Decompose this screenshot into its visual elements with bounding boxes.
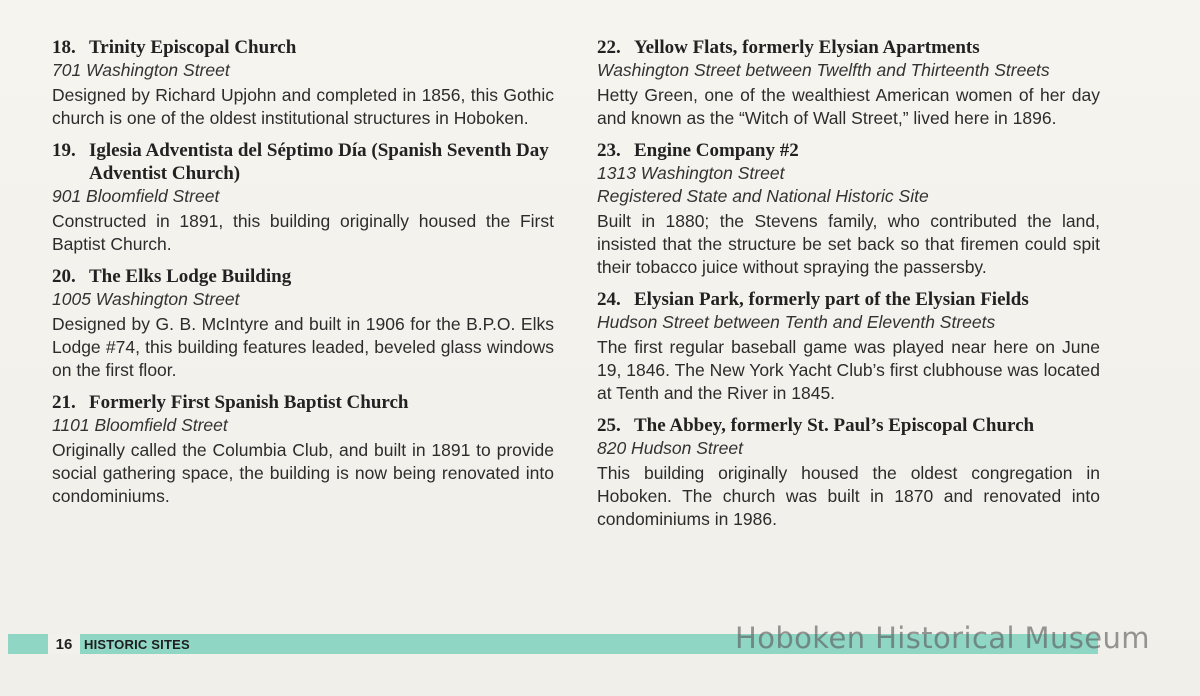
site-heading: [597, 288, 1100, 311]
site-address: 701 Washington Street: [52, 60, 230, 80]
site-description: Hetty Green, one of the wealthiest American women of her day and known as the “Witch of Wall Street,” lived here in 1896.: [597, 85, 1100, 128]
site-heading: [597, 36, 1100, 59]
site-address: 1005 Washington Street: [52, 289, 240, 309]
site-designation: Registered State and National Historic Site: [597, 186, 929, 206]
site-description: Constructed in 1891, this building originally housed the First Baptist Church.: [52, 211, 554, 254]
site-title: Yellow Flats, formerly Elysian Apartments: [634, 37, 980, 58]
site-title: Formerly First Spanish Baptist Church: [89, 392, 409, 413]
site-number: 24.: [597, 289, 621, 310]
site-title: Iglesia Adventista del Séptimo Día (Spanish Seventh Day Adventist Church): [89, 140, 549, 184]
site-heading: [52, 36, 554, 59]
site-address: Washington Street between Twelfth and Thirteenth Streets: [597, 60, 1050, 80]
site-number: 20.: [52, 266, 76, 287]
site-number: 21.: [52, 392, 76, 413]
site-entry-25: [597, 414, 1100, 531]
site-entry-19: [52, 139, 554, 256]
site-heading: [52, 139, 554, 185]
site-number: 19.: [52, 140, 76, 161]
right-column: [597, 36, 1100, 540]
site-number: 22.: [597, 37, 621, 58]
site-title: The Abbey, formerly St. Paul’s Episcopal Church: [634, 415, 1035, 436]
site-number: 25.: [597, 415, 621, 436]
site-entry-23: [597, 139, 1100, 279]
site-heading: [597, 414, 1100, 437]
site-entry-22: [597, 36, 1100, 130]
site-address: 1101 Bloomfield Street: [52, 415, 228, 435]
site-description: Built in 1880; the Stevens family, who contributed the land, insisted that the structure be set back so that firemen could spit their tobacco juice without spraying the passersby.: [597, 211, 1100, 277]
site-entry-24: [597, 288, 1100, 405]
site-title: Engine Company #2: [634, 140, 799, 161]
site-entry-20: [52, 265, 554, 382]
site-description: Designed by Richard Upjohn and completed in 1856, this Gothic church is one of the oldest institutional structures in Hoboken.: [52, 85, 554, 128]
site-description: Originally called the Columbia Club, and built in 1891 to provide social gathering space, the building is now being renovated into condominiums.: [52, 440, 554, 506]
site-address: 1313 Washington Street: [597, 163, 785, 183]
site-entry-18: [52, 36, 554, 130]
site-title: Trinity Episcopal Church: [89, 37, 297, 58]
site-description: The first regular baseball game was played near here on June 19, 1846. The New York Yacht Club’s first clubhouse was located at Tenth and the River in 1845.: [597, 337, 1100, 403]
site-address: 820 Hudson Street: [597, 438, 743, 458]
site-address: Hudson Street between Tenth and Eleventh Streets: [597, 312, 996, 332]
left-column: [52, 36, 554, 517]
site-heading: [52, 265, 554, 288]
site-heading: [597, 139, 1100, 162]
site-number: 23.: [597, 140, 621, 161]
site-heading: [52, 391, 554, 414]
section-label: HISTORIC SITES: [84, 637, 190, 652]
museum-watermark: Hoboken Historical Museum: [735, 621, 1150, 655]
site-title: Elysian Park, formerly part of the Elysian Fields: [634, 289, 1029, 310]
site-description: This building originally housed the oldest congregation in Hoboken. The church was built in 1870 and renovated into condominiums in 1986.: [597, 463, 1100, 529]
page-number: 16: [48, 634, 80, 654]
site-number: 18.: [52, 37, 76, 58]
site-entry-21: [52, 391, 554, 508]
site-address: 901 Bloomfield Street: [52, 186, 220, 206]
site-title: The Elks Lodge Building: [89, 266, 292, 287]
site-description: Designed by G. B. McIntyre and built in 1906 for the B.P.O. Elks Lodge #74, this building features leaded, beveled glass windows on the first floor.: [52, 314, 554, 380]
